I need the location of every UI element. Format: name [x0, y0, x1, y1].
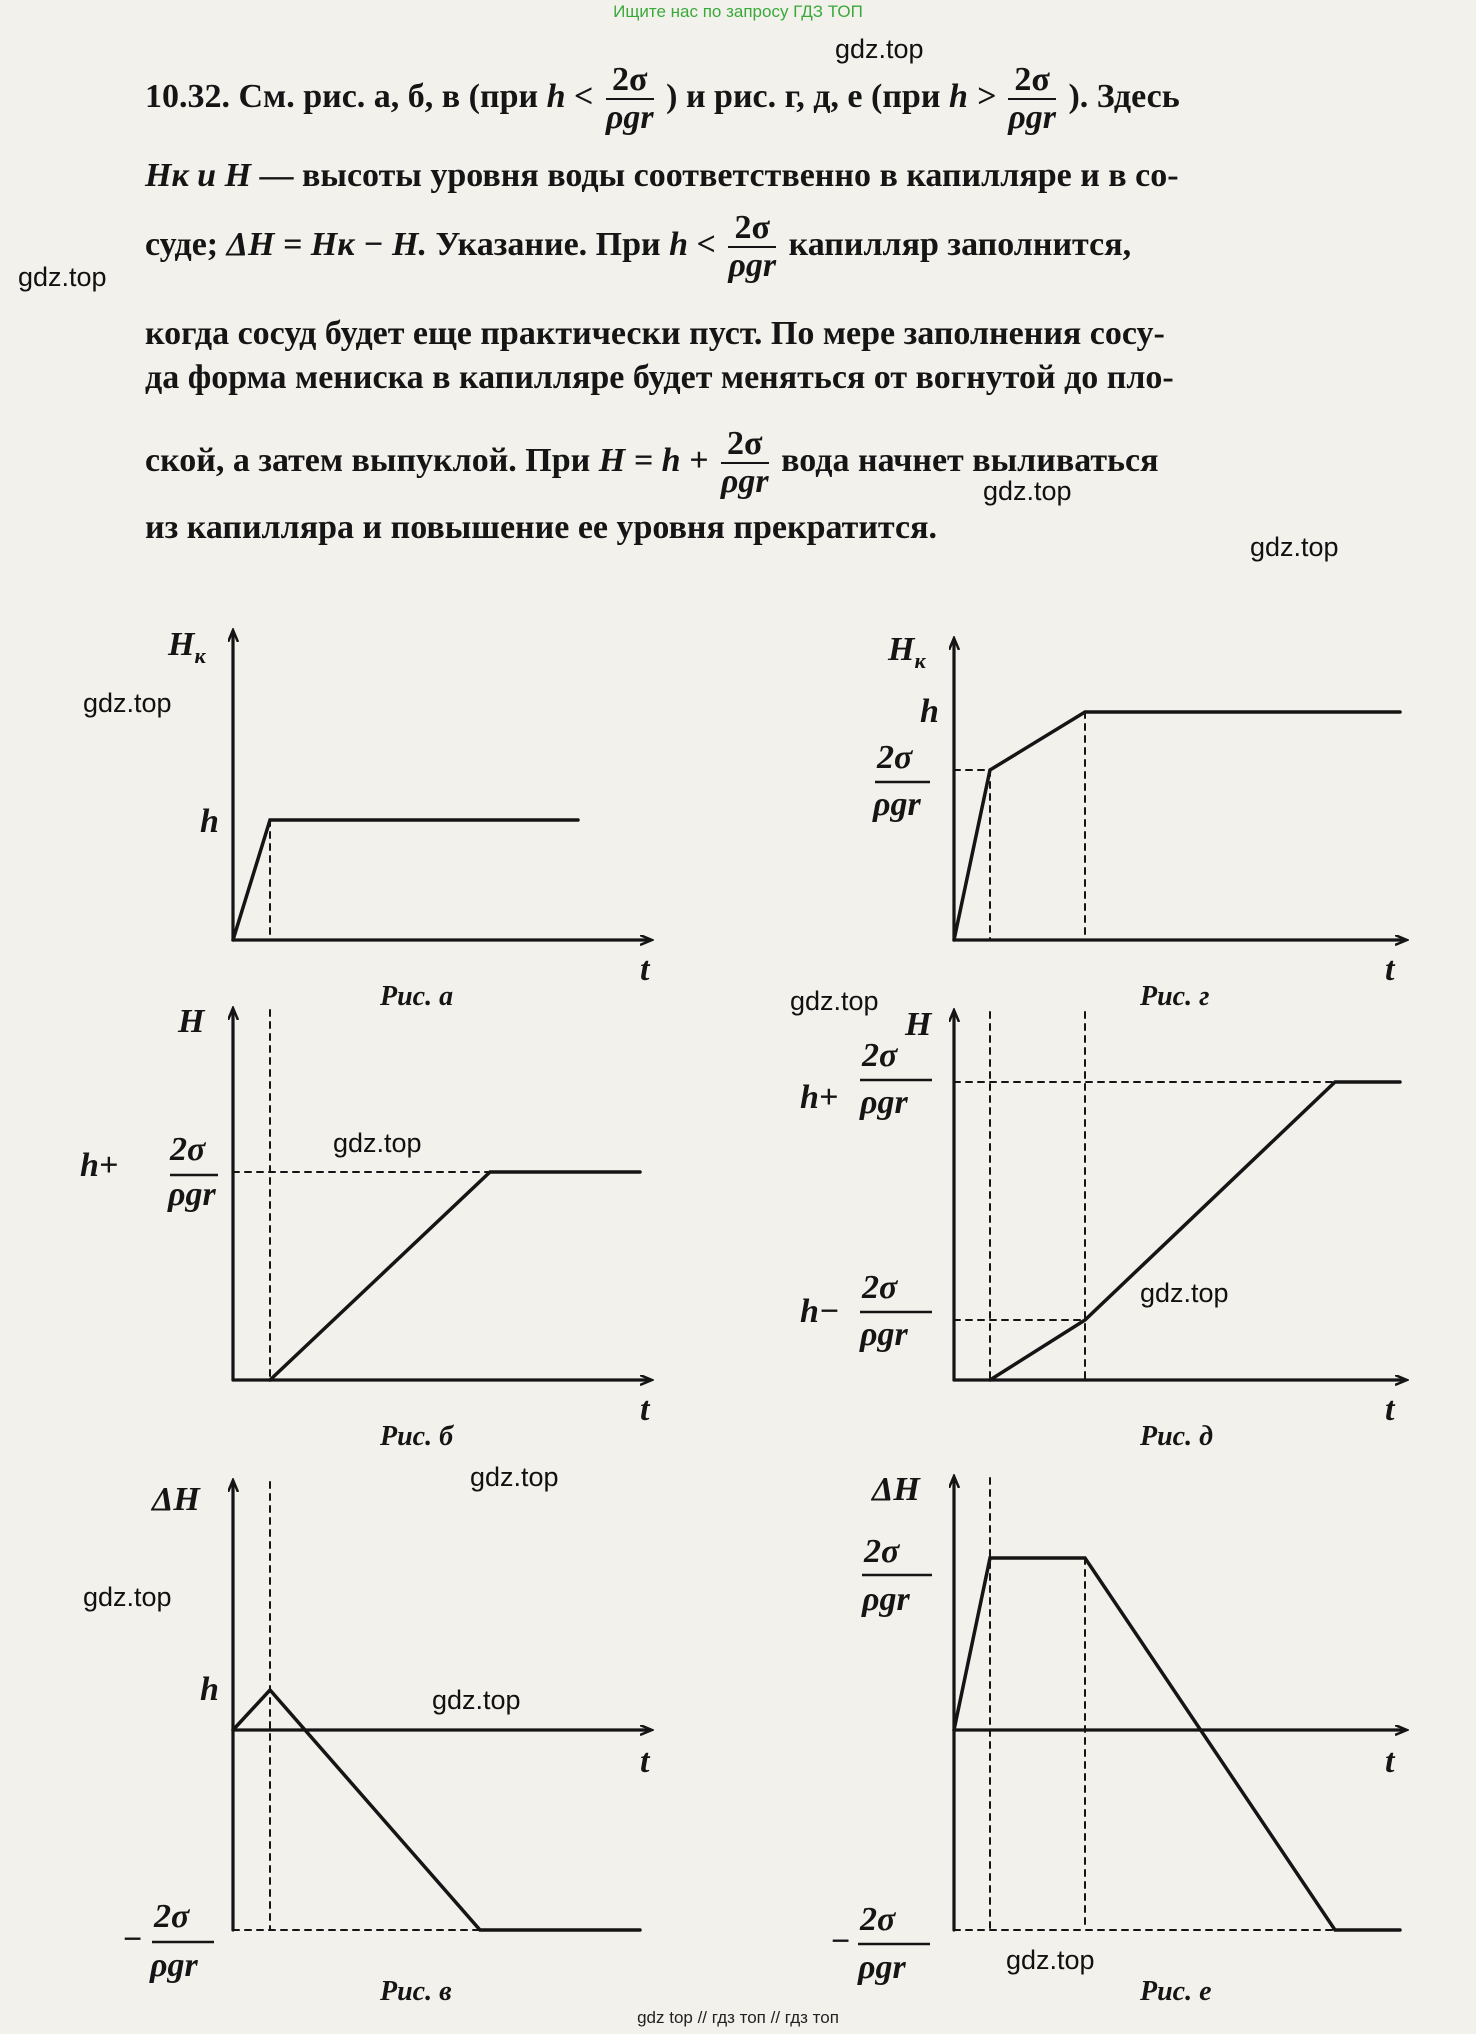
- graph-g-curve: [954, 712, 1400, 940]
- graph-g-t-label: t: [1385, 951, 1395, 988]
- fraction: $\frac{2\sigma}{\text{ρgr}}$: [605, 61, 654, 136]
- fraction: $\frac{2\sigma}{\text{ρgr}}$: [1008, 61, 1056, 136]
- watermark: gdz.top: [333, 1128, 422, 1158]
- graph-v-frac-num: 2σ: [154, 1898, 190, 1935]
- graph-b-y-label: H: [178, 1003, 205, 1040]
- graph-d-frac-num-a: 2σ: [862, 1037, 898, 1074]
- graph-v-y-label: ΔH: [152, 1481, 200, 1518]
- text-segment: Указание.: [435, 225, 588, 263]
- graph-e-frac-den-b: ρgr: [858, 1949, 906, 1986]
- watermark: gdz.top: [1140, 1278, 1229, 1308]
- graph-d-y-label: H: [905, 1006, 932, 1043]
- text-segment: ) и рис. г, д, е (при: [666, 77, 941, 115]
- caption-e: Рис. е: [1140, 1976, 1212, 2007]
- inequality: h <: [546, 77, 594, 115]
- graph-e: [954, 1478, 1405, 1930]
- watermark: gdz.top: [1250, 532, 1339, 562]
- text-segment: См. рис. а, б, в (при: [238, 77, 539, 115]
- graph-d: [954, 1012, 1405, 1380]
- graph-b: [233, 1010, 650, 1380]
- graph-a-h-label: h: [200, 803, 219, 840]
- graph-g-frac-num: 2σ: [877, 739, 913, 776]
- graph-d-t-label: t: [1385, 1391, 1395, 1428]
- problem-line-4: когда сосуд будет еще практически пуст. По мере заполнения сосу-: [145, 315, 1165, 352]
- graph-e-curve: [954, 1558, 1400, 1930]
- watermark: gdz.top: [83, 688, 172, 718]
- caption-v: Рис. в: [380, 1976, 452, 2007]
- graph-v-frac-den: ρgr: [150, 1947, 198, 1984]
- graph-e-y-label: ΔH: [872, 1471, 920, 1508]
- text-segment: суде;: [145, 225, 219, 263]
- text-segment: ской, а затем выпуклой. При: [145, 441, 591, 479]
- watermark: gdz.top: [470, 1462, 559, 1492]
- problem-line-7: из капилляра и повышение ее уровня прекратится.: [145, 509, 938, 546]
- graph-v-minus: −: [122, 1921, 143, 1958]
- caption-d: Рис. д: [1140, 1421, 1213, 1452]
- watermark: gdz.top: [835, 34, 924, 64]
- bottom-link[interactable]: gdz top // гдз топ // гдз топ: [637, 2008, 839, 2027]
- text-segment: При: [595, 225, 661, 263]
- graph-d-h-minus: h−: [800, 1293, 840, 1330]
- watermark: gdz.top: [18, 262, 107, 292]
- graph-a: [233, 632, 650, 940]
- problem-number: 10.32.: [145, 77, 230, 115]
- equation: ΔH = Hк − H.: [226, 225, 427, 263]
- graph-d-frac-den-b: ρgr: [860, 1316, 908, 1353]
- graph-d-h-plus: h+: [800, 1079, 839, 1116]
- graph-g-h-label: h: [920, 693, 939, 730]
- watermark: gdz.top: [432, 1685, 521, 1715]
- graph-e-frac-den: ρgr: [862, 1581, 910, 1618]
- inequality: h <: [669, 225, 716, 263]
- watermark: gdz.top: [1006, 1945, 1095, 1975]
- graph-e-minus: −: [830, 1923, 851, 1960]
- graph-d-curve: [990, 1082, 1400, 1380]
- graph-e-frac-num-b: 2σ: [860, 1901, 896, 1938]
- graph-e-t-label: t: [1385, 1743, 1395, 1780]
- watermark: gdz.top: [790, 986, 879, 1016]
- problem-line-5: да форма мениска в капилляре будет меняться от вогнутой до пло-: [145, 359, 1174, 396]
- top-search-link[interactable]: Ищите нас по запросу ГДЗ ТОП: [613, 2, 863, 21]
- graph-b-frac-den: ρgr: [168, 1176, 216, 1213]
- equation: H = h +: [598, 441, 709, 479]
- fraction: $\frac{2\sigma}{\text{ρgr}}$: [728, 209, 777, 284]
- graph-b-curve: [270, 1172, 640, 1380]
- graph-d-frac-den-a: ρgr: [860, 1084, 908, 1121]
- graph-a-curve: [233, 820, 578, 940]
- graph-b-frac-num: 2σ: [170, 1131, 206, 1168]
- text-segment: ). Здесь: [1068, 77, 1180, 115]
- graph-v-t-label: t: [640, 1743, 650, 1780]
- graph-b-h-plus: h+: [80, 1147, 119, 1184]
- graph-a-t-label: t: [640, 951, 650, 988]
- text-segment: вода начнет выливаться: [781, 441, 1159, 479]
- graph-b-t-label: t: [640, 1391, 650, 1428]
- graph-g-y-label: $H_к$: [888, 631, 926, 673]
- text-segment: — высоты уровня воды соответственно в капилляре и в со-: [259, 157, 1179, 194]
- watermark: gdz.top: [83, 1582, 172, 1612]
- graph-a-y-label: $H_к$: [168, 626, 206, 668]
- graph-d-frac-num-b: 2σ: [862, 1269, 898, 1306]
- text-segment: капилляр заполнится,: [788, 225, 1132, 263]
- caption-b: Рис. б: [380, 1421, 454, 1452]
- caption-a: Рис. а: [380, 981, 454, 1012]
- graph-g-frac-den: ρgr: [873, 786, 921, 823]
- graph-g: [954, 640, 1405, 940]
- variables: Hк и H: [145, 157, 252, 194]
- caption-g: Рис. г: [1140, 981, 1210, 1012]
- graph-v-h-label: h: [200, 1671, 219, 1708]
- graph-e-frac-num: 2σ: [864, 1533, 900, 1570]
- fraction: $\frac{2\sigma}{\text{ρgr}}$: [720, 425, 769, 500]
- graph-v-curve: [233, 1690, 640, 1930]
- inequality: h >: [948, 77, 996, 115]
- watermark: gdz.top: [983, 476, 1072, 506]
